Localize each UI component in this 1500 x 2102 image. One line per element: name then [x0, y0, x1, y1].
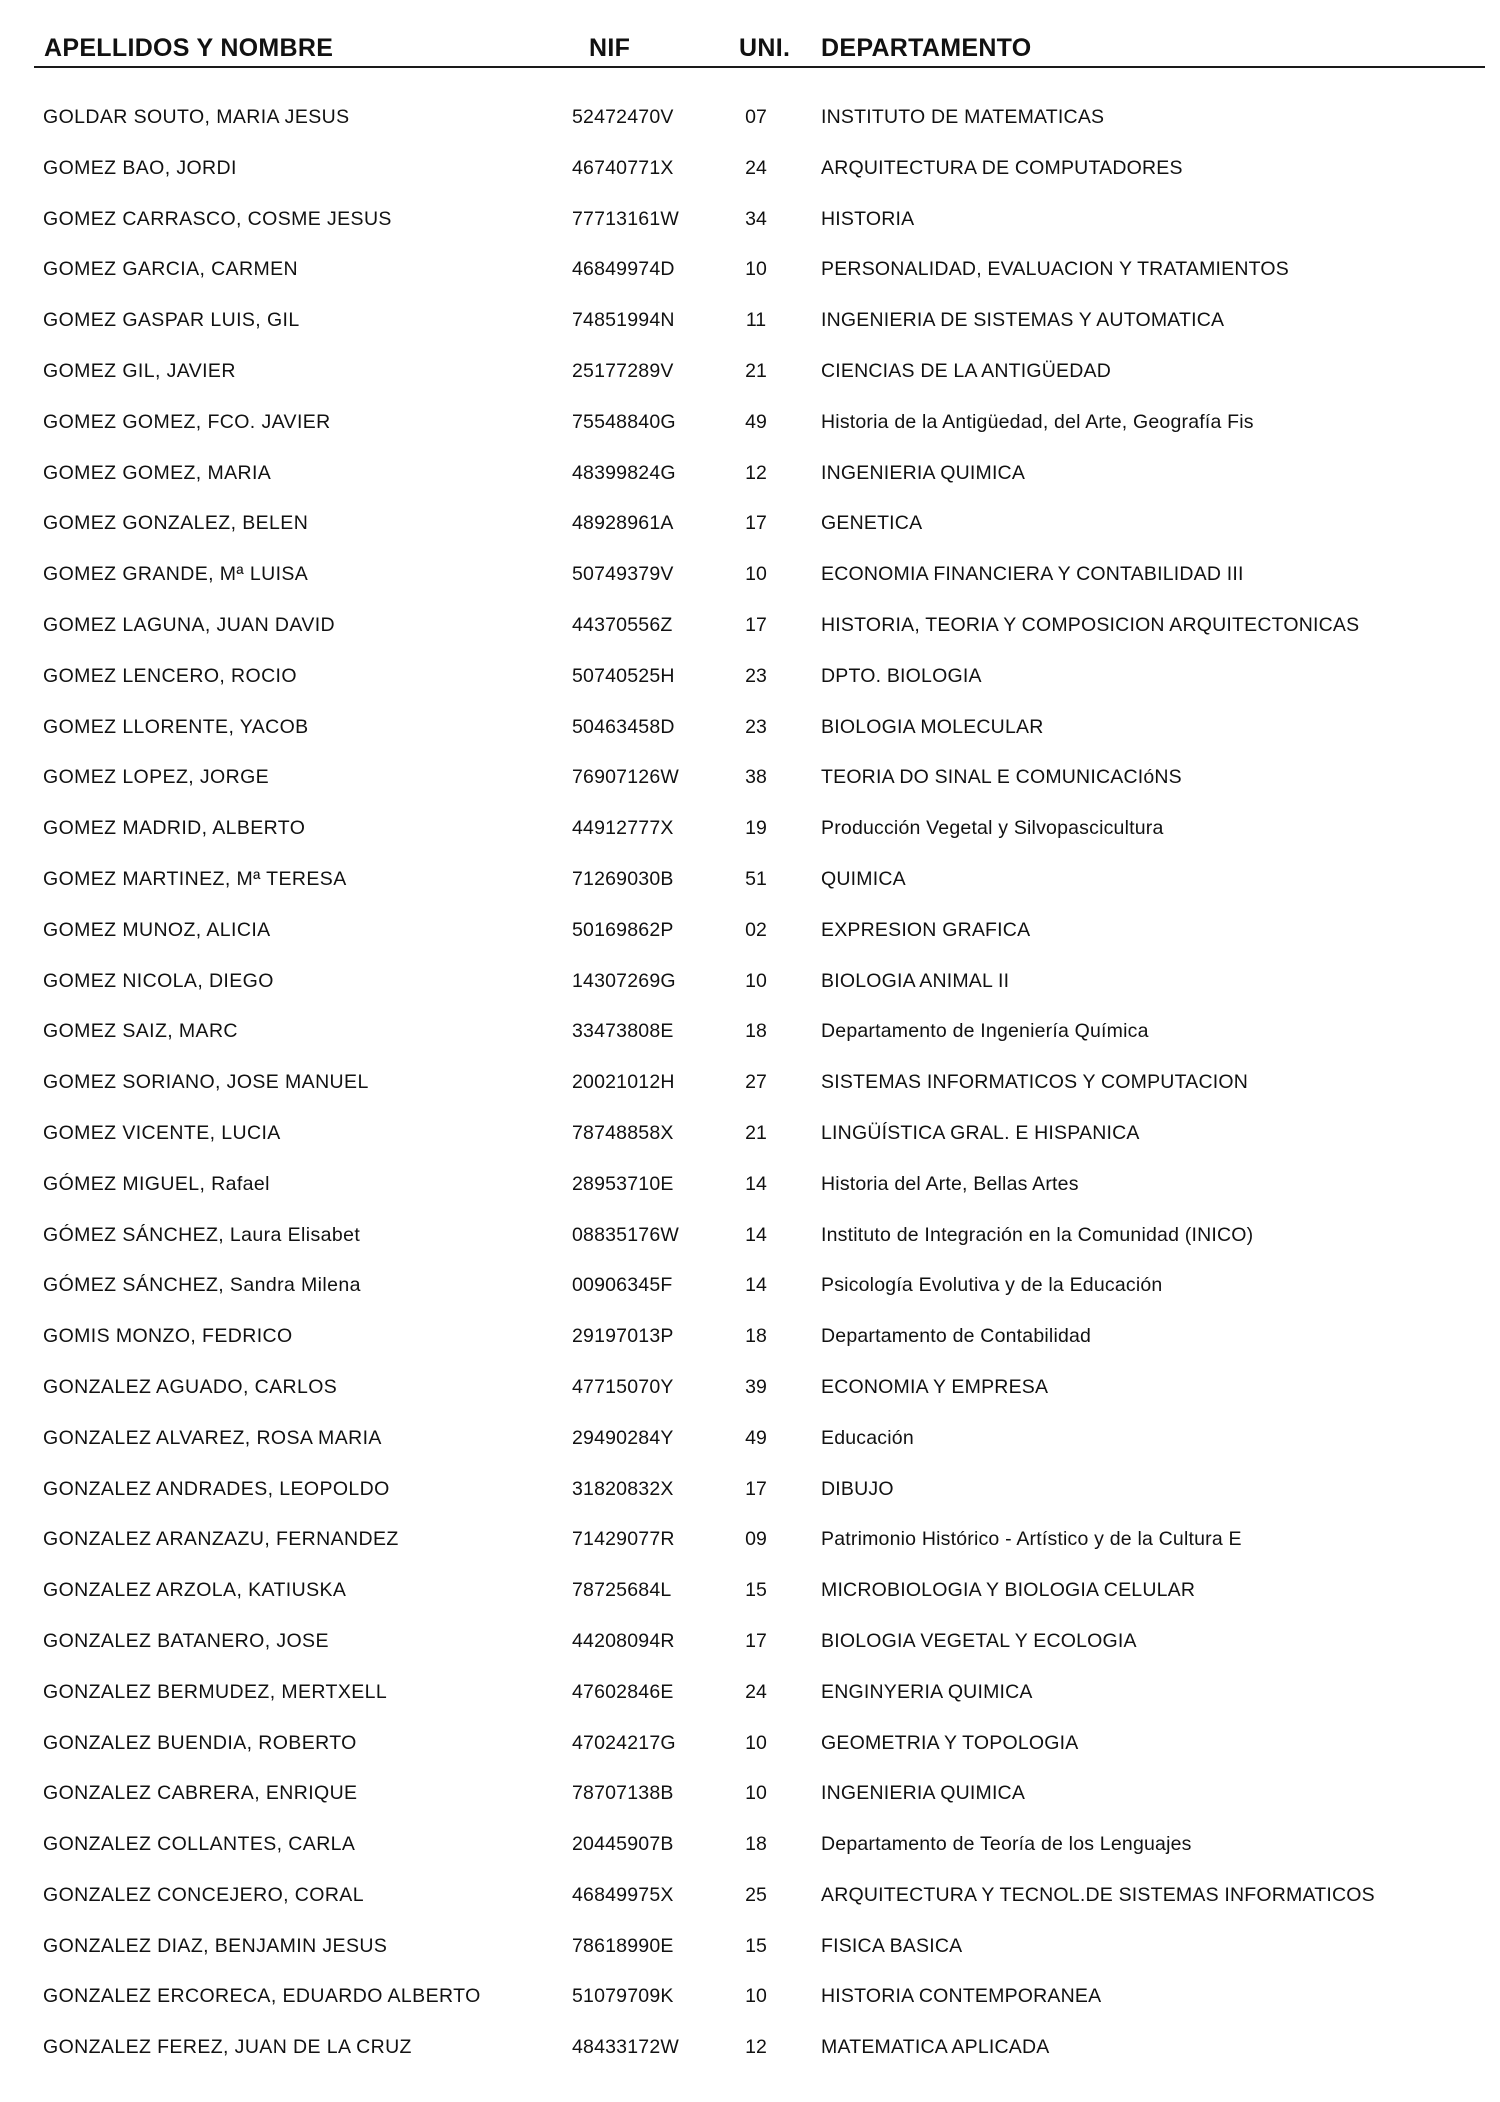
table-row — [0, 1062, 1500, 1113]
cell-nif: 20445907B — [572, 1833, 674, 1856]
cell-nif: 47024217G — [572, 1731, 676, 1754]
cell-name: GOMEZ LOPEZ, JORGE — [43, 766, 270, 789]
cell-uni: 34 — [745, 207, 767, 230]
cell-name: GONZALEZ ERCORECA, EDUARDO ALBERTO — [43, 1985, 481, 2008]
cell-departamento: BIOLOGIA VEGETAL Y ECOLOGIA — [821, 1629, 1137, 1652]
cell-departamento: HISTORIA, TEORIA Y COMPOSICION ARQUITECTONICAS — [821, 613, 1360, 636]
cell-departamento: INSTITUTO DE MATEMATICAS — [821, 106, 1105, 128]
table-row — [0, 1011, 1500, 1062]
cell-uni: 09 — [745, 1528, 767, 1551]
cell-departamento: PERSONALIDAD, EVALUACION Y TRATAMIENTOS — [821, 258, 1289, 281]
cell-nif: 44208094R — [572, 1629, 675, 1652]
cell-name: GOMIS MONZO, FEDRICO — [43, 1325, 293, 1348]
cell-uni: 17 — [745, 512, 767, 535]
cell-nif: 76907126W — [572, 766, 679, 789]
cell-uni: 39 — [745, 1375, 767, 1398]
cell-uni: 18 — [745, 1833, 767, 1856]
table-row — [0, 554, 1500, 605]
table-row — [0, 656, 1500, 707]
table-row — [0, 1519, 1500, 1570]
cell-nif: 71269030B — [572, 867, 674, 890]
cell-departamento: DPTO. BIOLOGIA — [821, 664, 982, 687]
cell-nif: 48433172W — [572, 2036, 679, 2059]
cell-name: GÓMEZ MIGUEL, Rafael — [43, 1172, 270, 1195]
cell-uni: 15 — [745, 1934, 767, 1957]
cell-nif: 48399824G — [572, 461, 676, 484]
cell-nif: 44370556Z — [572, 613, 673, 636]
table-row — [0, 1469, 1500, 1520]
cell-uni: 51 — [745, 867, 767, 890]
header-name: APELLIDOS Y NOMBRE — [44, 34, 334, 62]
cell-name: GOMEZ GRANDE, Mª LUISA — [43, 563, 309, 586]
cell-nif: 46849975X — [572, 1883, 674, 1906]
cell-name: GONZALEZ BUENDIA, ROBERTO — [43, 1731, 357, 1754]
table-row — [0, 351, 1500, 402]
cell-uni: 23 — [745, 664, 767, 687]
cell-name: GOMEZ BAO, JORDI — [43, 156, 237, 179]
cell-nif: 29490284Y — [572, 1426, 674, 1449]
cell-name: GONZALEZ AGUADO, CARLOS — [43, 1375, 338, 1398]
cell-departamento: MATEMATICA APLICADA — [821, 2036, 1050, 2059]
table-row — [0, 503, 1500, 554]
cell-name: GOMEZ GONZALEZ, BELEN — [43, 512, 309, 535]
cell-uni: 49 — [745, 410, 767, 433]
cell-departamento: ENGINYERIA QUIMICA — [821, 1680, 1033, 1703]
cell-departamento: Educación — [821, 1426, 914, 1449]
cell-nif: 78748858X — [572, 1121, 674, 1144]
cell-departamento: Departamento de Teoría de los Lenguajes — [821, 1833, 1192, 1856]
cell-nif: 08835176W — [572, 1223, 679, 1246]
table-row — [0, 1621, 1500, 1672]
cell-nif: 25177289V — [572, 359, 674, 382]
cell-nif: 78725684L — [572, 1579, 672, 1602]
cell-nif: 50169862P — [572, 918, 674, 941]
cell-nif: 78618990E — [572, 1934, 674, 1957]
cell-nif: 51079709K — [572, 1985, 674, 2008]
cell-name: GÓMEZ SÁNCHEZ, Sandra Milena — [43, 1274, 361, 1297]
cell-departamento: MICROBIOLOGIA Y BIOLOGIA CELULAR — [821, 1579, 1196, 1602]
cell-uni: 14 — [745, 1274, 767, 1297]
cell-departamento: FISICA BASICA — [821, 1934, 963, 1957]
cell-uni: 14 — [745, 1223, 767, 1246]
cell-uni: 15 — [745, 1579, 767, 1602]
cell-departamento: CIENCIAS DE LA ANTIGÜEDAD — [821, 359, 1111, 382]
cell-name: GOMEZ LLORENTE, YACOB — [43, 715, 309, 738]
table-row — [0, 402, 1500, 453]
cell-nif: 48928961A — [572, 512, 674, 535]
cell-departamento: Producción Vegetal y Silvopascicultura — [821, 817, 1164, 840]
cell-uni: 23 — [745, 715, 767, 738]
cell-uni: 12 — [745, 2036, 767, 2059]
table-row — [0, 1265, 1500, 1316]
cell-departamento: BIOLOGIA MOLECULAR — [821, 715, 1044, 738]
cell-departamento: Historia del Arte, Bellas Artes — [821, 1172, 1079, 1195]
cell-uni: 49 — [745, 1426, 767, 1449]
table-row — [0, 148, 1500, 199]
cell-departamento: BIOLOGIA ANIMAL II — [821, 969, 1010, 992]
cell-name: GONZALEZ COLLANTES, CARLA — [43, 1833, 356, 1856]
table-row — [0, 1976, 1500, 2027]
cell-uni: 10 — [745, 969, 767, 992]
cell-name: GOMEZ NICOLA, DIEGO — [43, 969, 274, 992]
cell-nif: 46849974D — [572, 258, 675, 281]
table-row — [0, 1113, 1500, 1164]
cell-uni: 10 — [745, 563, 767, 586]
cell-nif: 50749379V — [572, 563, 674, 586]
cell-departamento: EXPRESION GRAFICA — [821, 918, 1031, 941]
cell-name: GOMEZ MADRID, ALBERTO — [43, 817, 306, 840]
cell-uni: 38 — [745, 766, 767, 789]
cell-departamento: INGENIERIA QUIMICA — [821, 461, 1026, 484]
cell-uni: 17 — [745, 613, 767, 636]
cell-uni: 10 — [745, 258, 767, 281]
cell-nif: 46740771X — [572, 156, 674, 179]
cell-name: GOMEZ GASPAR LUIS, GIL — [43, 309, 300, 332]
cell-name: GONZALEZ FEREZ, JUAN DE LA CRUZ — [43, 2036, 412, 2059]
cell-name: GONZALEZ CABRERA, ENRIQUE — [43, 1782, 358, 1805]
table-header — [0, 28, 1500, 68]
cell-nif: 14307269G — [572, 969, 676, 992]
cell-name: GONZALEZ BERMUDEZ, MERTXELL — [43, 1680, 388, 1703]
cell-uni: 10 — [745, 1985, 767, 2008]
table-row — [0, 605, 1500, 656]
header-uni: UNI. — [739, 34, 791, 62]
cell-nif: 75548840G — [572, 410, 676, 433]
cell-uni: 21 — [745, 359, 767, 382]
cell-nif: 52472470V — [572, 106, 674, 128]
cell-nif: 31820832X — [572, 1477, 674, 1500]
cell-nif: 47715070Y — [572, 1375, 674, 1398]
cell-departamento: Departamento de Contabilidad — [821, 1325, 1092, 1348]
cell-uni: 07 — [745, 106, 767, 128]
cell-departamento: INGENIERIA QUIMICA — [821, 1782, 1026, 1805]
table-body — [0, 97, 1500, 2078]
cell-nif: 33473808E — [572, 1020, 674, 1043]
cell-uni: 18 — [745, 1020, 767, 1043]
cell-name: GOMEZ MARTINEZ, Mª TERESA — [43, 867, 347, 890]
cell-name: GOLDAR SOUTO, MARIA JESUS — [43, 106, 350, 128]
cell-departamento: ARQUITECTURA Y TECNOL.DE SISTEMAS INFORMATICOS — [821, 1883, 1375, 1906]
table-row — [0, 1418, 1500, 1469]
table-row — [0, 300, 1500, 351]
cell-nif: 74851994N — [572, 309, 675, 332]
cell-nif: 71429077R — [572, 1528, 675, 1551]
cell-nif: 50463458D — [572, 715, 675, 738]
cell-name: GOMEZ LENCERO, ROCIO — [43, 664, 297, 687]
table-row — [0, 2027, 1500, 2078]
cell-nif: 44912777X — [572, 817, 674, 840]
table-row — [0, 199, 1500, 250]
cell-nif: 78707138B — [572, 1782, 674, 1805]
cell-name: GOMEZ VICENTE, LUCIA — [43, 1121, 281, 1144]
cell-name: GOMEZ SORIANO, JOSE MANUEL — [43, 1071, 369, 1094]
cell-uni: 25 — [745, 1883, 767, 1906]
table-row — [0, 1316, 1500, 1367]
cell-departamento: Instituto de Integración en la Comunidad (INICO) — [821, 1223, 1254, 1246]
cell-uni: 19 — [745, 817, 767, 840]
cell-uni: 14 — [745, 1172, 767, 1195]
cell-departamento: Patrimonio Histórico - Artístico y de la Cultura E — [821, 1528, 1242, 1551]
cell-uni: 18 — [745, 1325, 767, 1348]
cell-name: GONZALEZ ARANZAZU, FERNANDEZ — [43, 1528, 399, 1551]
table-row — [0, 1723, 1500, 1774]
cell-departamento: HISTORIA — [821, 207, 915, 230]
table-row — [0, 1215, 1500, 1266]
table-row — [0, 1773, 1500, 1824]
cell-uni: 17 — [745, 1477, 767, 1500]
cell-name: GONZALEZ ALVAREZ, ROSA MARIA — [43, 1426, 382, 1449]
cell-departamento: GENETICA — [821, 512, 923, 535]
cell-uni: 12 — [745, 461, 767, 484]
table-row — [0, 1164, 1500, 1215]
cell-name: GOMEZ GIL, JAVIER — [43, 359, 236, 382]
cell-uni: 10 — [745, 1782, 767, 1805]
cell-departamento: ARQUITECTURA DE COMPUTADORES — [821, 156, 1183, 179]
table-row — [0, 1875, 1500, 1926]
cell-name: GONZALEZ ARZOLA, KATIUSKA — [43, 1579, 347, 1602]
cell-departamento: SISTEMAS INFORMATICOS Y COMPUTACION — [821, 1071, 1249, 1094]
cell-name: GOMEZ GOMEZ, MARIA — [43, 461, 272, 484]
cell-name: GOMEZ GOMEZ, FCO. JAVIER — [43, 410, 331, 433]
cell-nif: 77713161W — [572, 207, 679, 230]
cell-departamento: ECONOMIA FINANCIERA Y CONTABILIDAD III — [821, 563, 1244, 586]
table-row — [0, 1926, 1500, 1977]
table-row — [0, 910, 1500, 961]
cell-nif: 29197013P — [572, 1325, 674, 1348]
cell-departamento: LINGÜÍSTICA GRAL. E HISPANICA — [821, 1121, 1140, 1144]
cell-name: GONZALEZ CONCEJERO, CORAL — [43, 1883, 364, 1906]
cell-nif: 47602846E — [572, 1680, 674, 1703]
cell-name: GONZALEZ BATANERO, JOSE — [43, 1629, 329, 1652]
cell-departamento: Departamento de Ingeniería Química — [821, 1020, 1149, 1043]
cell-departamento: HISTORIA CONTEMPORANEA — [821, 1985, 1102, 2008]
table-row — [0, 1824, 1500, 1875]
cell-nif: 50740525H — [572, 664, 675, 687]
table-row — [0, 97, 1500, 148]
cell-uni: 24 — [745, 1680, 767, 1703]
cell-uni: 02 — [745, 918, 767, 941]
table-row — [0, 961, 1500, 1012]
cell-nif: 20021012H — [572, 1071, 675, 1094]
table-row — [0, 757, 1500, 808]
cell-nif: 28953710E — [572, 1172, 674, 1195]
table-row — [0, 249, 1500, 300]
cell-name: GOMEZ GARCIA, CARMEN — [43, 258, 299, 281]
cell-name: GÓMEZ SÁNCHEZ, Laura Elisabet — [43, 1223, 361, 1246]
table-row — [0, 1570, 1500, 1621]
cell-uni: 10 — [745, 1731, 767, 1754]
cell-uni: 17 — [745, 1629, 767, 1652]
cell-name: GOMEZ CARRASCO, COSME JESUS — [43, 207, 392, 230]
table-row — [0, 1367, 1500, 1418]
cell-uni: 11 — [745, 309, 767, 332]
cell-uni: 27 — [745, 1071, 767, 1094]
cell-departamento: QUIMICA — [821, 867, 906, 890]
cell-departamento: GEOMETRIA Y TOPOLOGIA — [821, 1731, 1079, 1754]
table-row — [0, 453, 1500, 504]
cell-departamento: Historia de la Antigüedad, del Arte, Geografía Fis — [821, 410, 1254, 433]
header-departamento: DEPARTAMENTO — [821, 34, 1032, 62]
cell-name: GOMEZ SAIZ, MARC — [43, 1020, 238, 1043]
cell-name: GOMEZ LAGUNA, JUAN DAVID — [43, 613, 336, 636]
header-nif: NIF — [589, 34, 631, 62]
cell-uni: 24 — [745, 156, 767, 179]
header-divider — [34, 66, 1485, 68]
cell-name: GONZALEZ DIAZ, BENJAMIN JESUS — [43, 1934, 388, 1957]
cell-departamento: DIBUJO — [821, 1477, 894, 1500]
cell-nif: 00906345F — [572, 1274, 673, 1297]
table-row — [0, 1672, 1500, 1723]
cell-name: GONZALEZ ANDRADES, LEOPOLDO — [43, 1477, 390, 1500]
cell-name: GOMEZ MUNOZ, ALICIA — [43, 918, 271, 941]
table-row — [0, 808, 1500, 859]
cell-departamento: Psicología Evolutiva y de la Educación — [821, 1274, 1163, 1297]
cell-departamento: INGENIERIA DE SISTEMAS Y AUTOMATICA — [821, 309, 1225, 332]
cell-departamento: TEORIA DO SINAL E COMUNICACIóNS — [821, 766, 1182, 789]
table-row — [0, 859, 1500, 910]
cell-uni: 21 — [745, 1121, 767, 1144]
cell-departamento: ECONOMIA Y EMPRESA — [821, 1375, 1049, 1398]
table-row — [0, 707, 1500, 758]
